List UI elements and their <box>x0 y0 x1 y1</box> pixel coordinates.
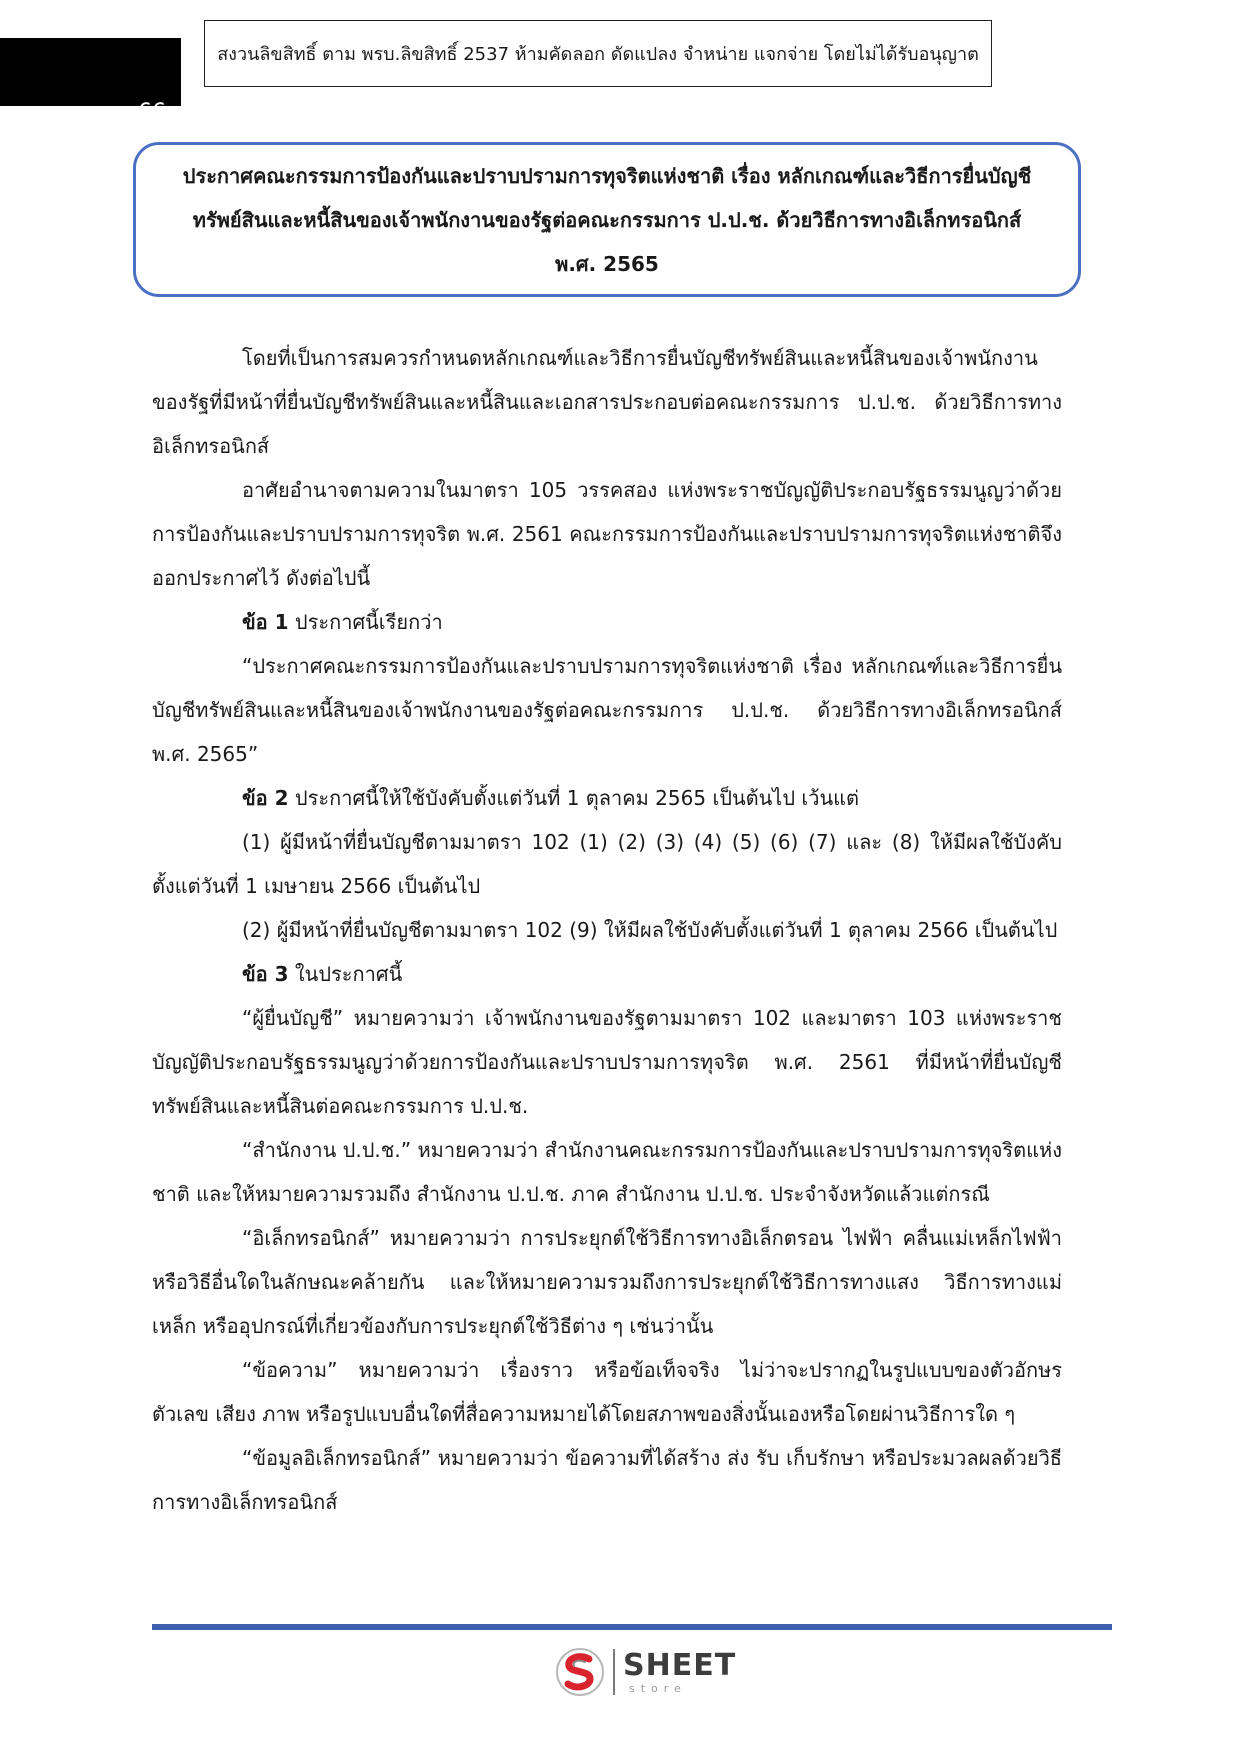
definition-filer: “ผู้ยื่นบัญชี” หมายความว่า เจ้าพนักงานของรัฐตามมาตรา 102 และมาตรา 103 แห่งพระราชบัญญัติประกอบรัฐธรรมนูญว่าด้วยการป้องกันและปราบปรามการทุจริต พ.ศ. 2561 ที่มีหน้าที่ยื่นบัญชีทรัพย์สินและหนี้สินต่อคณะกรรมการ ป.ป.ช. <box>152 1006 1062 1118</box>
page-number-tab <box>0 38 181 125</box>
clause-2-item-2: (2) ผู้มีหน้าที่ยื่นบัญชีตามมาตรา 102 (9) ให้มีผลใช้บังคับตั้งแต่วันที่ 1 ตุลาคม 2566 เป็นต้นไป <box>242 918 1058 942</box>
logo-subword: store <box>629 1681 687 1695</box>
paragraph-authority: อาศัยอำนาจตามความในมาตรา 105 วรรคสอง แห่งพระราชบัญญัติประกอบรัฐธรรมนูญว่าด้วยการป้องกันและปราบปรามการทุจริต พ.ศ. 2561 คณะกรรมการป้องกันและปราบปรามการทุจริตแห่งชาติจึงออกประกาศไว้ ดังต่อไปนี้ <box>152 478 1062 590</box>
clause-2-label: ข้อ 2 <box>242 786 289 810</box>
document-body <box>152 336 1062 1524</box>
paragraph-preamble: โดยที่เป็นการสมควรกำหนดหลักเกณฑ์และวิธีการยื่นบัญชีทรัพย์สินและหนี้สินของเจ้าพนักงานของรัฐที่มีหน้าที่ยื่นบัญชีทรัพย์สินและหนี้สินและเอกสารประกอบต่อคณะกรรมการ ป.ป.ช. ด้วยวิธีการทางอิเล็กทรอนิกส์ <box>152 346 1062 458</box>
clause-2-text: ประกาศนี้ให้ใช้บังคับตั้งแต่วันที่ 1 ตุลาคม 2565 เป็นต้นไป เว้นแต่ <box>288 786 860 810</box>
definition-electronic-data: “ข้อมูลอิเล็กทรอนิกส์” หมายความว่า ข้อความที่ได้สร้าง ส่ง รับ เก็บรักษา หรือประมวลผลด้วยวิธีการทางอิเล็กทรอนิกส์ <box>152 1446 1062 1514</box>
page-number: 66 <box>138 100 166 125</box>
logo-divider <box>613 1649 615 1695</box>
clause-1-text: ประกาศนี้เรียกว่า <box>288 610 443 634</box>
title-line-1: ประกาศคณะกรรมการป้องกันและปราบปรามการทุจริตแห่งชาติ เรื่อง หลักเกณฑ์และวิธีการยื่นบัญชี <box>182 163 1032 188</box>
clause-3-label: ข้อ 3 <box>242 962 289 986</box>
definition-office: “สำนักงาน ป.ป.ช.” หมายความว่า สำนักงานคณะกรรมการป้องกันและปราบปรามการทุจริตแห่งชาติ และให้หมายความรวมถึง สำนักงาน ป.ป.ช. ภาค สำนักงาน ป.ป.ช. ประจำจังหวัดแล้วแต่กรณี <box>152 1138 1062 1206</box>
paragraph-citation-title: “ประกาศคณะกรรมการป้องกันและปราบปรามการทุจริตแห่งชาติ เรื่อง หลักเกณฑ์และวิธีการยื่นบัญชีทรัพย์สินและหนี้สินของเจ้าพนักงานของรัฐต่อคณะกรรมการ ป.ป.ช. ด้วยวิธีการทางอิเล็กทรอนิกส์ พ.ศ. 2565” <box>152 654 1062 766</box>
title-line-2: ทรัพย์สินและหนี้สินของเจ้าพนักงานของรัฐต่อคณะกรรมการ ป.ป.ช. ด้วยวิธีการทางอิเล็กทรอนิกส์ <box>192 207 1022 232</box>
title-line-3: พ.ศ. 2565 <box>555 251 659 276</box>
definition-electronic: “อิเล็กทรอนิกส์” หมายความว่า การประยุกต์ใช้วิธีการทางอิเล็กตรอน ไฟฟ้า คลื่นแม่เหล็กไฟฟ้าหรือวิธีอื่นใดในลักษณะคล้ายกัน และให้หมายความรวมถึงการประยุกต์ใช้วิธีการทางแสง วิธีการทางแม่เหล็ก หรืออุปกรณ์ที่เกี่ยวข้องกับการประยุกต์ใช้วิธีต่าง ๆ เช่นว่านั้น <box>152 1226 1062 1338</box>
logo-text <box>623 1647 737 1695</box>
sheet-store-s-logo-icon <box>555 1646 605 1698</box>
definition-message: “ข้อความ” หมายความว่า เรื่องราว หรือข้อเท็จจริง ไม่ว่าจะปรากฏในรูปแบบของตัวอักษร ตัวเลข เสียง ภาพ หรือรูปแบบอื่นใดที่สื่อความหมายได้โดยสภาพของสิ่งนั้นเองหรือโดยผ่านวิธีการใด ๆ <box>152 1358 1062 1426</box>
clause-2 <box>152 776 1062 820</box>
clause-2-item-1: (1) ผู้มีหน้าที่ยื่นบัญชีตามมาตรา 102 (1) (2) (3) (4) (5) (6) (7) และ (8) ให้มีผลใช้บังคับตั้งแต่วันที่ 1 เมษายน 2566 เป็นต้นไป <box>152 830 1062 898</box>
clause-1-label: ข้อ 1 <box>242 610 289 634</box>
clause-3-text: ในประกาศนี้ <box>288 962 403 986</box>
footer-rule <box>152 1624 1112 1630</box>
document-title-box <box>133 142 1081 297</box>
copyright-notice: สงวนลิขสิทธิ์ ตาม พรบ.ลิขสิทธิ์ 2537 ห้ามคัดลอก ดัดแปลง จำหน่าย แจกจ่าย โดยไม่ได้รับอนุญาต <box>204 20 992 87</box>
clause-3 <box>152 952 1062 996</box>
logo-word: SHEET <box>623 1647 737 1683</box>
clause-1 <box>152 600 1062 644</box>
sheet-store-logo <box>555 1646 736 1698</box>
